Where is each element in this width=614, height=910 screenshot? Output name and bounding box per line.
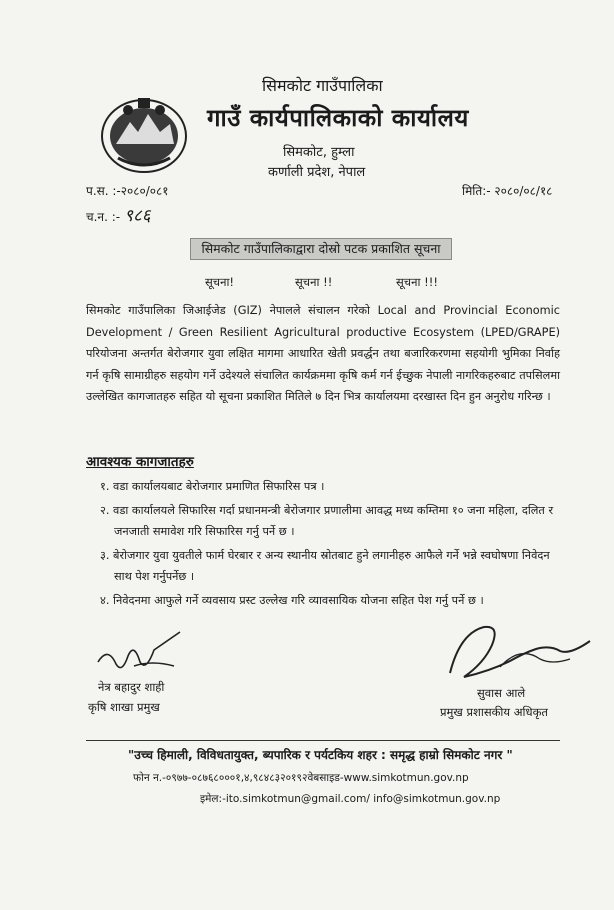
footer-divider xyxy=(86,740,560,741)
right-signatory-name: सुवास आले xyxy=(477,686,526,700)
right-signature-icon xyxy=(440,615,595,685)
footer-motto: "उच्च हिमाली, विविधतायुक्त, ब्यपारिक र पर्यटकिय शहर : समृद्ध हाम्रो सिमकोट नगर " xyxy=(128,748,513,762)
requirements-title: आवश्यक कागजातहरु xyxy=(86,454,194,470)
dispatch-number-row xyxy=(86,203,151,226)
notice-title: सिमकोट गाउँपालिकाद्वारा दोस्रो पटक प्रकाशित सूचना xyxy=(190,238,452,260)
rural-municipality-name: सिमकोट गाउँपालिका xyxy=(262,76,383,95)
requirements-list xyxy=(100,476,566,613)
notice-word-3: सूचना !!! xyxy=(396,275,438,289)
office-title: गाउँ कार्यपालिकाको कार्यालय xyxy=(207,104,469,132)
letter-number: प.स. :-२०८०/०८१ xyxy=(86,184,169,198)
notice-word-2: सूचना !! xyxy=(295,275,333,289)
left-signature-icon xyxy=(94,628,184,680)
requirement-item: ४. निवेदनमा आफुले गर्ने व्यवसाय प्रस्ट उल्लेख गरि व्यावसायिक योजना सहित पेश गर्नु पर्ने छ । xyxy=(100,593,484,607)
requirement-item: २. वडा कार्यालयले सिफारिस गर्दा प्रधानमन्त्री बेरोजगार प्रणालीमा आवद्ध मध्य कम्तिमा १० जना महिला, दलित र जनजाती समावेश गरि सिफारिस गर्नु पर्ने छ । xyxy=(100,503,554,538)
letter-date: मिति:- २०८०/०८/१८ xyxy=(462,184,553,198)
nepal-emblem-icon xyxy=(98,92,190,176)
footer-email: इमेल:-ito.simkotmun@gmail.com/ info@simkotmun.gov.np xyxy=(200,793,501,805)
dispatch-label: च.न. :- xyxy=(86,210,121,224)
address-line-2: कर्णाली प्रदेश, नेपाल xyxy=(268,165,366,180)
notice-body: सिमकोट गाउँपालिका जिआईजेड (GIZ) नेपालले संचालन गरेको Local and Provincial Economic Development / Green Resilient Agricultural productive Ecosystem (LPED/GRAPE) परियोजना अन्तर्गत बेरोजगार युवा लक्षित मागमा आधारित खेती प्रवर्द्धन तथा बजारिकरणमा सहयोगी भुमिका निर्वाह गर्न कृषि सामाग्रीहरु सहयोग गर्ने उदेश्यले संचालित कार्यक्रममा कृषि कर्म गर्न ईच्छुक नेपाली नागरिकहरुबाट तपसिलमा उल्लेखित कागजातहरु सहित यो सूचना प्रकाशित मितिले ७ दिन भित्र कार्यालयमा दरखास्त दिन हुन अनुरोध गरिन्छ । xyxy=(86,304,560,403)
address-line-1: सिमकोट, हुम्ला xyxy=(283,145,355,160)
left-signatory-name: नेत्र बहादुर शाही xyxy=(98,680,165,694)
left-signatory-role: कृषि शाखा प्रमुख xyxy=(88,700,160,714)
requirement-item: ३. बेरोजगार युवा युवतीले फार्म घेरबार र अन्य स्थानीय स्रोतबाट हुने लगानीहरु आफैले गर्ने भन्ने स्वघोषणा निवेदन साथ पेश गर्नुपर्नेछ । xyxy=(100,548,550,583)
dispatch-number: ९८६ xyxy=(124,206,151,226)
notice-word-1: सूचना! xyxy=(205,275,235,289)
right-signatory-role: प्रमुख प्रशासकीय अधिकृत xyxy=(440,705,548,719)
footer-contact: फोन न.-०९७७-०८७६८०००१,४,९८४८३२०१९२वेबसाइड-www.simkotmun.gov.np xyxy=(133,772,469,784)
requirement-item: १. वडा कार्यालयबाट बेरोजगार प्रमाणित सिफारिस पत्र । xyxy=(100,480,325,493)
